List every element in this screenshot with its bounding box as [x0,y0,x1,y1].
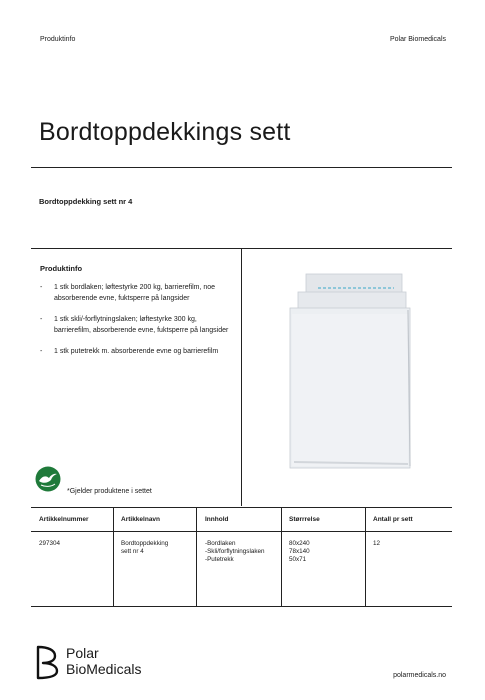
column-divider [241,248,242,506]
table-cell-artikkelnavn [121,540,168,556]
table-cell-innhold [205,540,265,565]
table-cell-storrelse [289,540,310,565]
table-cell-artikkelnummer: 297304 [39,540,61,547]
title-divider [31,167,452,168]
list-item: - 1 stk bordlaken; løftestyrke 200 kg, barrierefilm, noe absorberende evne, fuktsperre på langsider [40,283,230,304]
cell-line: 78x140 [289,548,310,556]
header-left-label: Produktinfo [40,36,76,43]
page-title: Bordtoppdekkings sett [39,118,291,146]
table-header-artikkelnavn: Artikkelnavn [121,516,161,523]
table-header-storrelse: Størrrelse [289,516,320,523]
table-column-divider [113,507,114,607]
cell-line: sett nr 4 [121,548,144,556]
polar-biomedicals-logo-icon [33,644,61,680]
ecolabel-note: *Gjelder produktene i settet [67,488,152,495]
nordic-swan-ecolabel-icon [35,466,61,492]
product-subtitle: Bordtoppdekking sett nr 4 [39,197,133,206]
brand-line: Polar [66,645,99,661]
footer-url[interactable]: polarmedicals.no [393,672,446,679]
product-photo [284,270,416,475]
cell-line: -Putetrekk [205,556,234,564]
cell-line: -Bordlaken [205,540,236,547]
product-info-heading: Produktinfo [40,264,83,273]
list-item: - 1 stk putetrekk m. absorberende evne og barrierefilm [40,347,230,358]
cell-line: 80x240 [289,540,310,547]
brand-name [66,645,141,677]
table-column-divider [365,507,366,607]
table-column-divider [281,507,282,607]
product-info-list [40,283,230,369]
header-right-label: Polar Biomedicals [389,36,446,43]
table-header-antall: Antall pr sett [373,516,413,523]
table-column-divider [196,507,197,607]
table-header-artikkelnummer: Artikkelnummer [39,516,89,523]
cell-line: 50x71 [289,556,307,564]
list-item: - 1 stk skli/-forflytningslaken; løftestyrke 300 kg, barrierefilm, absorberende evne, fuktsperre på langsider [40,315,230,336]
table-cell-antall: 12 [373,540,381,547]
cell-line: Bordtoppdekking [121,540,169,547]
cell-line: -Skli/forflytningslaken [205,548,265,556]
table-header-innhold: Innhold [205,516,229,523]
brand-line: BioMedicals [66,661,142,677]
